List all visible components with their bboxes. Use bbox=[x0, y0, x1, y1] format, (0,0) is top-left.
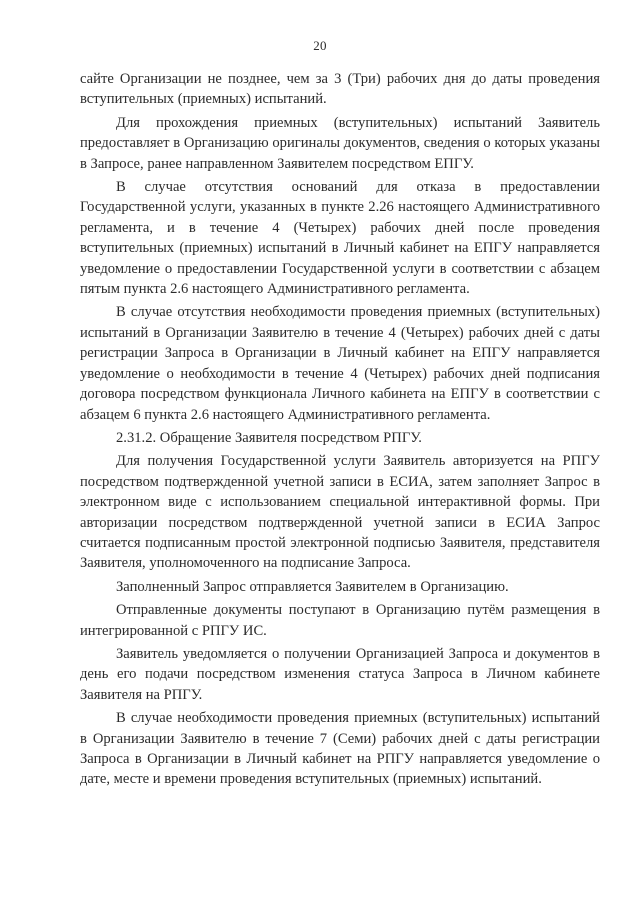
paragraph: В случае необходимости проведения приемных (вступительных) испытаний в Организации Заявителю в течение 7 (Семи) рабочих дней с даты регистрации Запроса в Организации в Личный кабинет на РПГУ направляется уведомление о дате, месте и времени проведения вступительных (приемных) испытаний. bbox=[80, 710, 600, 788]
paragraph: сайте Организации не позднее, чем за 3 (Три) рабочих дня до даты проведения вступительных (приемных) испытаний. bbox=[80, 71, 600, 108]
section-heading: 2.31.2. Обращение Заявителя посредством РПГУ. bbox=[116, 429, 422, 446]
paragraph: Для получения Государственной услуги Заявитель авторизуется на РПГУ посредством подтвержденной учетной записи в ЕСИА, затем заполняет Запрос в электронном виде с использованием специальной интерактивной формы. При авторизации посредством подтвержденной учетной записи в ЕСИА Запрос считается подписанным простой электронной подписью Заявителя, представителя Заявителя, уполномоченного на подписание Запроса. bbox=[80, 453, 600, 572]
body-text bbox=[80, 69, 600, 793]
page-number: 20 bbox=[313, 38, 327, 53]
paragraph: Заявитель уведомляется о получении Организацией Запроса и документов в день его подачи посредством изменения статуса Запроса в Личном кабинете Заявителя на РПГУ. bbox=[80, 645, 600, 703]
paragraph: В случае отсутствия необходимости проведения приемных (вступительных) испытаний в Организации Заявителю в течение 4 (Четырех) рабочих дней с даты регистрации Запроса в Организации в Личный кабинет на ЕПГУ направляется уведомление о необходимости в течение 4 (Четырех) рабочих дней подписания договора посредством функционала Личного кабинета на ЕПГУ в соответствии с абзацем 6 пункта 2.6 настоящего Административного регламента. bbox=[80, 304, 600, 423]
paragraph: Для прохождения приемных (вступительных) испытаний Заявитель предоставляет в Организацию оригиналы документов, сведения о которых указаны в Запросе, ранее направленном Заявителем посредством ЕПГУ. bbox=[80, 114, 600, 172]
paragraph: Заполненный Запрос отправляется Заявителем в Организацию. bbox=[116, 578, 509, 595]
paragraph: В случае отсутствия оснований для отказа в предоставлении Государственной услуги, указанных в пункте 2.26 настоящего Административного регламента, и в течение 4 (Четырех) рабочих дней после проведения вступительных (приемных) испытаний в Личный кабинет на ЕПГУ направляется уведомление о предоставлении Государственной услуги в соответствии с абзацем пятым пункта 2.6 настоящего Административного регламента. bbox=[80, 179, 600, 298]
paragraph: Отправленные документы поступают в Организацию путём размещения в интегрированной с РПГУ ИС. bbox=[80, 602, 600, 639]
